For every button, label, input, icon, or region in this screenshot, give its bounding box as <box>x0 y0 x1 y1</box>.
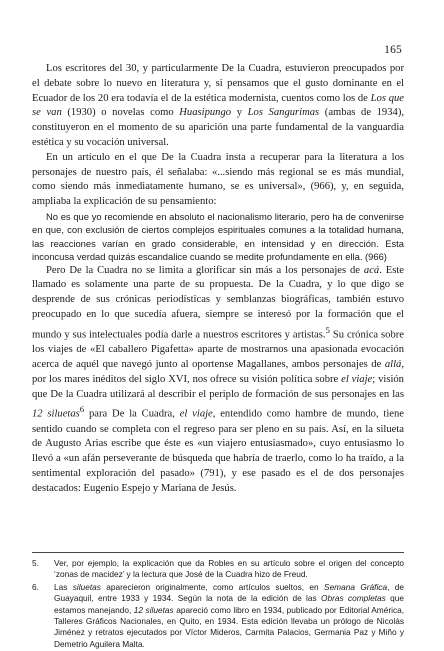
paragraph-2: En un artículo en el que De la Cuadra insta a recuperar para la literatura a los personajes de nuestro país, él señalaba: «...siendo más regional se es más mundial, como siendo más inmediatamente humano, se es universal», (966), y, en seguida, ampliaba la explicación de su pensamiento: <box>32 151 404 208</box>
paragraph-3 <box>32 264 404 497</box>
emphasis-alla: allá <box>384 358 402 370</box>
paragraph-3-text-b: . Este llamado es solamente una parte de su propuesta. De la Cuadra, y lo que digo se desprende de sus crónicas periodísticas y semblanzas biográficas, también estuvo preocupado en lo que sucedía afuera, siempre se interesó por la formación que el mundo y sus intelectuales podía darle a nuestros escritores y artistas. <box>32 264 404 341</box>
footnote-6-text-b: aparecieron originalmente, como artículos sueltos, en <box>100 581 325 592</box>
paragraph-1-text-b: (1930) o novelas como <box>61 107 180 119</box>
block-quote: No es que yo recomiende en absoluto el nacionalismo literario, pero ha de convenirse en que, con exclusión de ciertos complejos espirituales comunes a la totalidad humana, las reacciones varían en grado considerable, en intensidad y en dirección. Esta inconcusa verdad quizás escandalice cuando se medite profundamente en ella. (966) <box>32 210 404 263</box>
page-number: 165 <box>384 44 402 56</box>
emphasis-12-siluetas: 12 siluetas <box>32 408 80 420</box>
footnote-ref-6[interactable]: 6 <box>79 404 85 415</box>
paragraph-3-text-g: , entendido como hambre de mundo, tiene sentido cuando se completa con el regreso para ser pleno en su país. Así, en la silueta de Augusto Arias escribe que éste es «un viajero entusiasmado», cuyo entusiasmo lo llevó a «un afán perseverante de búsqueda que habría de traerlo, como lo ha traído, a la sentimental exploración del pasado» (791), y ese pasado es el de dos personajes destacados: Eugenio Espejo y Mariana de Jesús. <box>32 408 404 494</box>
paragraph-3-text-a: Pero De la Cuadra no se limita a glorificar sin más a los personajes de <box>46 264 364 276</box>
footnote-6-em-semana-grafica: Semana Gráfica <box>324 581 388 592</box>
footnote-6-text-c: , de Guayaquil, entre 1933 y 1934. Según la nota de la edición de las <box>54 581 404 604</box>
paragraph-1-text-a: Los escritores del 30, y particularmente De la Cuadra, estuvieron preocupados por el debate sobre lo nuevo en literatura y, si pensamos que el gusto dominante en el Ecuador de los 20 era todavía el de la estética modernista, cuentos como los de <box>32 63 404 104</box>
footnote-5 <box>32 558 404 581</box>
emphasis-el-viaje: el viaje <box>341 373 373 385</box>
footnote-6-em-obras-completas: Obras completas <box>321 593 386 604</box>
emphasis-el-viaje-2: el viaje <box>179 408 213 420</box>
paragraph-3-text-c: Su crónica sobre los viajes de «El caballero Pigafetta» aparte de mostrarnos una apasionada evocación acerca de aquél que navegó junto al oportense Magallanes, ambos personajes de <box>32 329 404 370</box>
footnotes <box>32 558 404 651</box>
book-title-huasipungo: Huasipungo <box>179 107 232 119</box>
footnote-number: 6. <box>32 581 39 592</box>
footnote-ref-5[interactable]: 5 <box>325 324 330 335</box>
footnote-text: Ver, por ejemplo, la explicación que da Robles en su artículo sobre el origen del concepto ‘zonas de macidez’ y la lectura que José de la Cuadra hizo de Freud. <box>54 558 404 580</box>
footnote-6-text-a: Las <box>54 581 73 592</box>
paragraph-3-text-f: para De la Cuadra, <box>84 408 180 420</box>
book-title-los-que-se-van: Los que se van <box>32 92 404 119</box>
paragraph-3-text-e: ; visión que De la Cuadra utilizará al describir el periplo de formación de sus personajes en las <box>32 373 404 400</box>
paragraph-1-text-c: y <box>231 107 248 119</box>
paragraph-1-text-d: (ambas de 1934), constituyeron en el momento de su aparición una parte fundamental de la vanguardia estética y su vocación universal. <box>32 107 404 148</box>
footnote-number: 5. <box>32 558 39 568</box>
paragraph-3-text-d: , por los mares inéditos del siglo XVI, nos ofrece su visión política sobre <box>32 358 404 385</box>
footnote-divider <box>32 552 404 553</box>
book-title-los-sangurimas: Los Sangurimas <box>247 107 320 119</box>
footnote-6-em-siluetas: siluetas <box>72 581 101 592</box>
footnote-6-text-d: que estamos manejando, <box>54 593 404 615</box>
paragraph-1 <box>32 62 404 151</box>
main-text <box>32 62 404 497</box>
footnote-6-text-e: apareció como libro en 1934, publicado por Editorial América, Talleres Gráficos Nacionales, en Quito, en 1934. Esta edición llevaba un prólogo de Nicolás Jiménez y retratos ejecutados por Víctor Mideros, Carmita Palacios, Germania Paz y Miño y Demetrio Aguilera Malta. <box>54 604 405 649</box>
emphasis-aca: acá <box>363 264 380 276</box>
footnote-6-em-12-siluetas: 12 siluetas <box>133 604 174 615</box>
